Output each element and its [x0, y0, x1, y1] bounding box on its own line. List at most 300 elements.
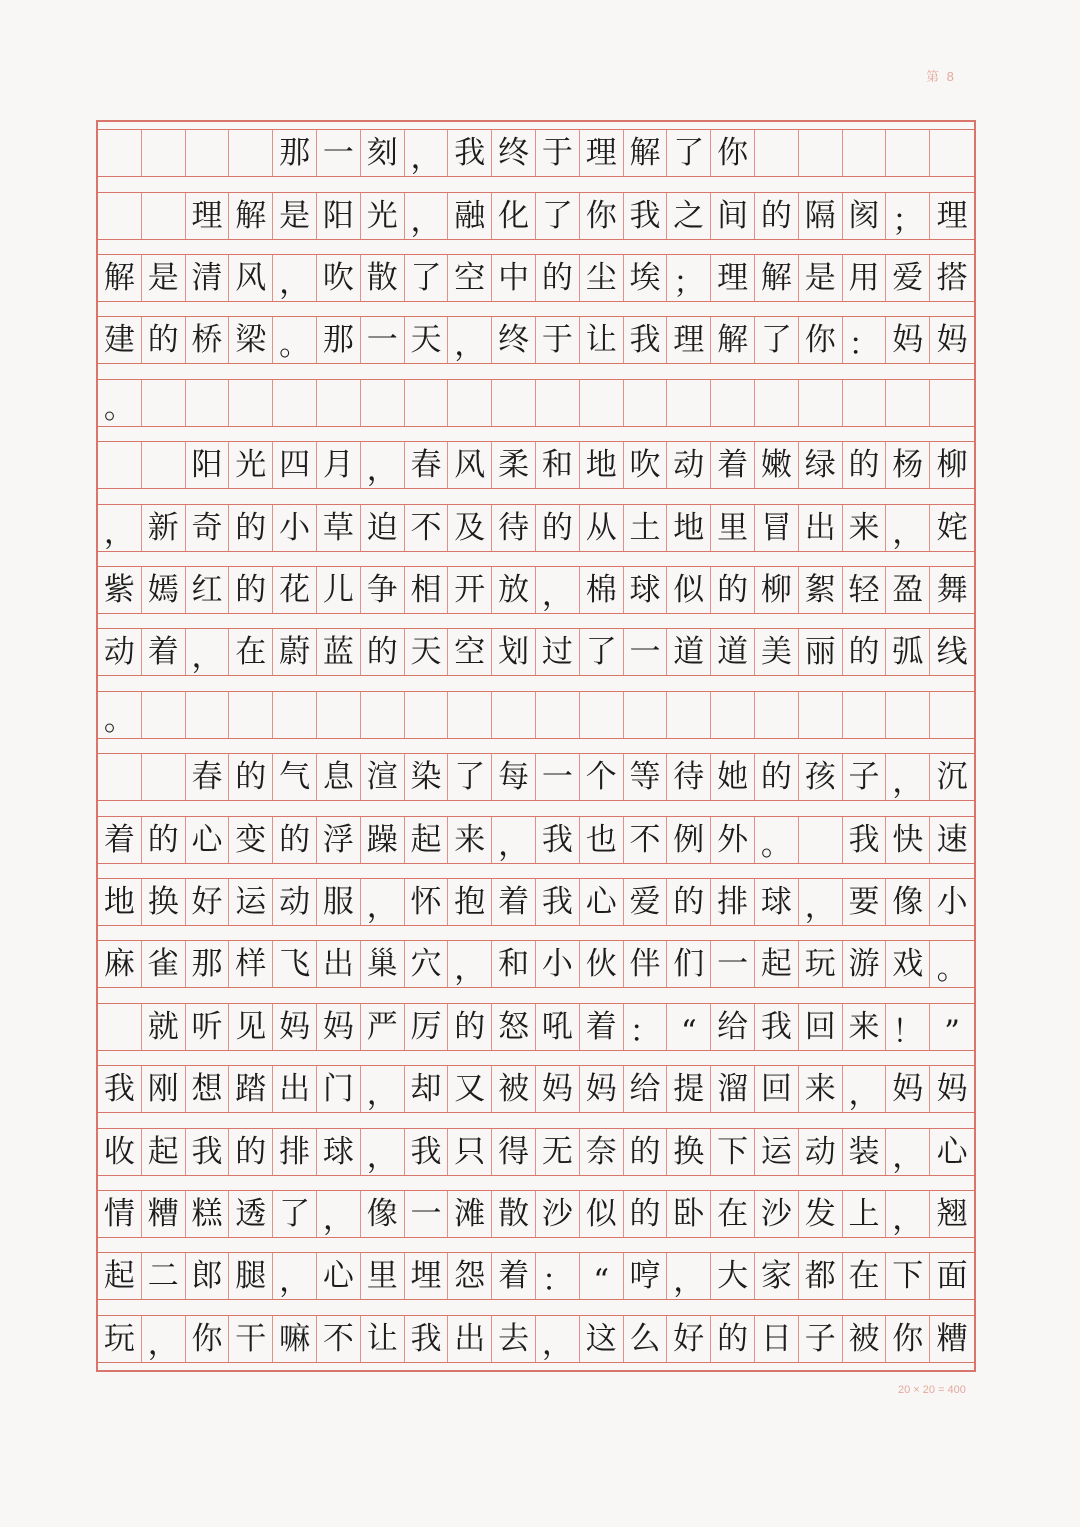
grid-cell: 的 — [273, 817, 317, 863]
grid-cell: 她 — [711, 754, 755, 800]
grid-cell: 家 — [755, 1253, 799, 1299]
grid-cell: 你 — [799, 317, 843, 363]
grid-cell: 你 — [186, 1316, 230, 1362]
grid-cell: 的 — [142, 817, 186, 863]
grid-cell: 吹 — [317, 255, 361, 301]
grid-cell: “ — [667, 1004, 711, 1050]
grid-cell: 腿 — [229, 1253, 273, 1299]
grid-cell: 冒 — [755, 505, 799, 551]
grid-cell: 怀 — [405, 879, 449, 925]
grid-cell: 尘 — [580, 255, 624, 301]
grid-cell: 终 — [492, 317, 536, 363]
grid-cell: 出 — [799, 505, 843, 551]
grid-cell: 球 — [317, 1129, 361, 1175]
grid-cell: 小 — [936, 884, 968, 920]
grid-cell: 装 — [843, 1129, 887, 1175]
grid-cell: 速 — [936, 821, 968, 858]
grid-cell: 间 — [711, 193, 755, 239]
grid-cell: 散 — [492, 1191, 536, 1237]
grid-cell: ， — [886, 505, 930, 551]
grid-cell: 无 — [536, 1129, 580, 1175]
grid-cell: ， — [886, 754, 930, 800]
grid-row — [98, 1065, 974, 1113]
grid-cell: 沙 — [755, 1191, 799, 1237]
grid-cell: 解 — [229, 193, 273, 239]
grid-cell: ， — [361, 879, 405, 925]
grid-cell: 埋 — [405, 1253, 449, 1299]
grid-cell: 了 — [580, 629, 624, 675]
grid-cell: 。 — [98, 692, 142, 738]
grid-cell: 蔚 — [273, 629, 317, 675]
grid-cell: 的 — [755, 193, 799, 239]
grid-cell: 回 — [755, 1066, 799, 1112]
grid-cell: 爱 — [886, 255, 930, 301]
grid-cell: 运 — [755, 1129, 799, 1175]
grid-cell: 一 — [536, 754, 580, 800]
grid-cell: 土 — [624, 505, 668, 551]
grid-cell: 的 — [229, 567, 273, 613]
grid-cell: 你 — [886, 1316, 930, 1362]
grid-cell — [361, 692, 405, 738]
grid-cell: ； — [886, 193, 930, 239]
grid-cell: 服 — [317, 879, 361, 925]
grid-cell — [273, 692, 317, 738]
grid-cell: ， — [448, 317, 492, 363]
grid-cell — [799, 380, 843, 426]
grid-cell: 等 — [624, 754, 668, 800]
grid-cell: 春 — [405, 442, 449, 488]
grid-cell — [142, 380, 186, 426]
grid-cell: 奈 — [580, 1129, 624, 1175]
grid-cell: 天 — [405, 629, 449, 675]
grid-cell: 被 — [843, 1316, 887, 1362]
grid-cell: 嫣 — [142, 567, 186, 613]
grid-row — [98, 379, 974, 427]
grid-cell: 心 — [580, 879, 624, 925]
grid-cell: 终 — [492, 130, 536, 176]
grid-cell: 和 — [536, 442, 580, 488]
grid-cell: 争 — [361, 567, 405, 613]
grid-cell: 着 — [711, 442, 755, 488]
grid-cell — [930, 130, 974, 176]
grid-cell — [755, 380, 799, 426]
grid-cell: 动 — [667, 442, 711, 488]
grid-cell — [930, 380, 974, 426]
grid-cell: 不 — [624, 817, 668, 863]
grid-cell — [799, 130, 843, 176]
grid-cell: 我 — [536, 817, 580, 863]
grid-cell: 道 — [711, 629, 755, 675]
grid-cell: 桥 — [186, 317, 230, 363]
grid-cell: 一 — [361, 317, 405, 363]
grid-cell: ， — [186, 629, 230, 675]
manuscript-grid — [96, 120, 976, 1372]
grid-cell: 。 — [755, 817, 799, 863]
grid-row — [98, 316, 974, 364]
grid-cell: ， — [142, 1316, 186, 1362]
grid-cell: 不 — [405, 505, 449, 551]
grid-cell: 解 — [624, 130, 668, 176]
grid-cell: 阂 — [843, 193, 887, 239]
grid-row — [98, 816, 974, 864]
grid-cell — [624, 380, 668, 426]
grid-cell: 盈 — [886, 567, 930, 613]
grid-cell: 不 — [317, 1316, 361, 1362]
grid-cell: 起 — [755, 941, 799, 987]
grid-cell: 们 — [667, 941, 711, 987]
grid-cell: 奇 — [186, 505, 230, 551]
grid-cell: 的 — [142, 317, 186, 363]
grid-cell: 待 — [492, 505, 536, 551]
grid-cell: 回 — [799, 1004, 843, 1050]
grid-cell: 。 — [98, 380, 142, 426]
grid-cell: 样 — [229, 941, 273, 987]
grid-cell: 动 — [273, 879, 317, 925]
grid-cell: 的 — [755, 754, 799, 800]
grid-cell: 小 — [536, 941, 580, 987]
grid-cell: 抱 — [448, 879, 492, 925]
grid-cell: ， — [886, 1191, 930, 1237]
grid-cell: 情 — [98, 1191, 142, 1237]
grid-cell: 杨 — [886, 442, 930, 488]
grid-cell: 划 — [492, 629, 536, 675]
grid-cell: 似 — [580, 1191, 624, 1237]
grid-cell: 让 — [580, 317, 624, 363]
grid-cell: 柔 — [492, 442, 536, 488]
grid-cell: 了 — [755, 317, 799, 363]
grid-cell: 外 — [711, 817, 755, 863]
grid-cell — [711, 692, 755, 738]
grid-cell: 躁 — [361, 817, 405, 863]
grid-row — [98, 628, 974, 676]
grid-cell: ， — [361, 1066, 405, 1112]
grid-cell: 的 — [536, 255, 580, 301]
grid-cell: 了 — [536, 193, 580, 239]
grid-cell — [186, 692, 230, 738]
grid-cell: 蓝 — [317, 629, 361, 675]
grid-cell: 的 — [229, 1129, 273, 1175]
grid-cell: “ — [580, 1253, 624, 1299]
grid-cell: 糟 — [936, 1320, 968, 1357]
grid-cell — [843, 692, 887, 738]
grid-cell: 么 — [624, 1316, 668, 1362]
grid-cell: 听 — [186, 1004, 230, 1050]
grid-size-note: 20 × 20 = 400 — [898, 1384, 966, 1396]
grid-row — [98, 566, 974, 614]
grid-cell — [886, 692, 930, 738]
grid-cell: 绿 — [799, 442, 843, 488]
grid-cell: 道 — [667, 629, 711, 675]
grid-cell: 着 — [492, 879, 536, 925]
grid-cell: 清 — [186, 255, 230, 301]
grid-cell: 子 — [799, 1316, 843, 1362]
grid-cell: 那 — [273, 130, 317, 176]
grid-cell: 在 — [711, 1191, 755, 1237]
grid-cell: 弧 — [886, 629, 930, 675]
grid-cell: 的 — [361, 629, 405, 675]
grid-cell: 我 — [405, 1316, 449, 1362]
grid-cell: 心 — [317, 1253, 361, 1299]
grid-cell: ！ — [886, 1004, 930, 1050]
grid-cell: 心 — [186, 817, 230, 863]
grid-cell: 戏 — [886, 941, 930, 987]
grid-cell: 小 — [273, 505, 317, 551]
grid-cell — [667, 380, 711, 426]
grid-cell: 像 — [886, 879, 930, 925]
grid-cell: 游 — [843, 941, 887, 987]
grid-cell: ； — [667, 255, 711, 301]
grid-cell: 玩 — [98, 1316, 142, 1362]
grid-cell: 了 — [667, 130, 711, 176]
grid-cell: 起 — [142, 1129, 186, 1175]
grid-cell: 穴 — [405, 941, 449, 987]
grid-cell: 给 — [624, 1066, 668, 1112]
grid-cell: 地 — [98, 879, 142, 925]
grid-cell: 新 — [142, 505, 186, 551]
grid-cell: 理 — [186, 193, 230, 239]
grid-cell: 及 — [448, 505, 492, 551]
grid-cell: 四 — [273, 442, 317, 488]
grid-cell — [142, 442, 186, 488]
grid-cell: ， — [361, 1129, 405, 1175]
grid-cell — [229, 380, 273, 426]
grid-row — [98, 691, 974, 739]
grid-cell: 见 — [229, 1004, 273, 1050]
grid-cell — [843, 130, 887, 176]
grid-cell — [886, 380, 930, 426]
grid-cell: 里 — [711, 505, 755, 551]
grid-cell: 我 — [448, 130, 492, 176]
grid-cell: 雀 — [142, 941, 186, 987]
grid-cell: 隔 — [799, 193, 843, 239]
grid-cell: 好 — [186, 879, 230, 925]
grid-cell: 那 — [317, 317, 361, 363]
grid-cell: 哼 — [624, 1253, 668, 1299]
grid-cell: 起 — [405, 817, 449, 863]
grid-cell: ， — [405, 193, 449, 239]
grid-cell: 地 — [667, 505, 711, 551]
grid-cell: 糟 — [142, 1191, 186, 1237]
grid-cell: 好 — [667, 1316, 711, 1362]
grid-cell: 来 — [843, 505, 887, 551]
grid-cell: 排 — [273, 1129, 317, 1175]
grid-cell: 动 — [98, 629, 142, 675]
grid-cell — [273, 380, 317, 426]
grid-cell: 解 — [711, 317, 755, 363]
grid-cell: 我 — [98, 1066, 142, 1112]
grid-cell: ， — [799, 879, 843, 925]
grid-cell — [843, 380, 887, 426]
grid-cell: 柳 — [755, 567, 799, 613]
grid-cell: 相 — [405, 567, 449, 613]
grid-cell: 像 — [361, 1191, 405, 1237]
grid-row — [98, 192, 974, 240]
grid-cell: 下 — [886, 1253, 930, 1299]
grid-cell: 提 — [667, 1066, 711, 1112]
grid-cell: 天 — [405, 317, 449, 363]
grid-cell: 解 — [98, 255, 142, 301]
grid-cell: 出 — [273, 1066, 317, 1112]
grid-cell: 我 — [405, 1129, 449, 1175]
grid-cell: 伴 — [624, 941, 668, 987]
grid-cell: ” — [944, 1013, 961, 1050]
grid-row — [98, 441, 974, 489]
grid-cell: 变 — [229, 817, 273, 863]
grid-cell: 严 — [361, 1004, 405, 1050]
grid-cell: 我 — [624, 193, 668, 239]
grid-cell: 中 — [492, 255, 536, 301]
grid-cell — [98, 130, 142, 176]
grid-cell: 我 — [843, 817, 887, 863]
grid-row — [98, 753, 974, 801]
grid-cell — [799, 817, 843, 863]
grid-cell: ： — [843, 317, 887, 363]
grid-cell: 的 — [843, 629, 887, 675]
grid-cell: 的 — [711, 567, 755, 613]
grid-cell: 沉 — [936, 759, 968, 796]
grid-cell: 吼 — [536, 1004, 580, 1050]
grid-cell: 来 — [799, 1066, 843, 1112]
grid-cell: 花 — [273, 567, 317, 613]
grid-cell — [536, 380, 580, 426]
grid-cell: 溜 — [711, 1066, 755, 1112]
grid-cell: 怒 — [492, 1004, 536, 1050]
grid-cell: 了 — [405, 255, 449, 301]
grid-cell: 妈 — [536, 1066, 580, 1112]
grid-cell: 舞 — [936, 572, 968, 608]
grid-cell: 理 — [711, 255, 755, 301]
grid-cell: 出 — [317, 941, 361, 987]
grid-cell: 球 — [755, 879, 799, 925]
grid-cell: 埃 — [624, 255, 668, 301]
grid-cell: ， — [886, 1129, 930, 1175]
grid-cell — [98, 754, 142, 800]
grid-cell: 光 — [361, 193, 405, 239]
grid-cell: 的 — [229, 505, 273, 551]
grid-cell: 的 — [711, 1316, 755, 1362]
grid-cell: 沙 — [536, 1191, 580, 1237]
grid-cell: 理 — [936, 197, 968, 234]
grid-cell: 例 — [667, 817, 711, 863]
grid-cell: 也 — [580, 817, 624, 863]
grid-cell — [98, 1004, 142, 1050]
grid-cell: 被 — [492, 1066, 536, 1112]
grid-cell: 来 — [448, 817, 492, 863]
grid-row — [98, 129, 974, 177]
grid-cell: 理 — [667, 317, 711, 363]
grid-cell: 妈 — [936, 1071, 968, 1108]
grid-cell: 翘 — [936, 1196, 968, 1232]
grid-cell: 一 — [317, 130, 361, 176]
grid-cell: 运 — [229, 879, 273, 925]
grid-cell: 的 — [667, 879, 711, 925]
grid-cell — [799, 692, 843, 738]
grid-cell: 又 — [448, 1066, 492, 1112]
grid-cell: 这 — [580, 1316, 624, 1362]
grid-cell: 换 — [667, 1129, 711, 1175]
grid-cell: 里 — [361, 1253, 405, 1299]
grid-cell: 妈 — [317, 1004, 361, 1050]
grid-cell: 让 — [361, 1316, 405, 1362]
grid-cell: 妈 — [580, 1066, 624, 1112]
grid-cell: 飞 — [273, 941, 317, 987]
grid-cell: 浮 — [317, 817, 361, 863]
grid-cell: 气 — [273, 754, 317, 800]
grid-cell: 在 — [843, 1253, 887, 1299]
grid-cell: 过 — [536, 629, 580, 675]
grid-cell: 着 — [142, 629, 186, 675]
grid-cell — [142, 692, 186, 738]
grid-cell: 散 — [361, 255, 405, 301]
grid-cell: 来 — [843, 1004, 887, 1050]
grid-cell: 下 — [711, 1129, 755, 1175]
grid-cell: 球 — [624, 567, 668, 613]
grid-cell: 从 — [580, 505, 624, 551]
grid-cell — [711, 380, 755, 426]
grid-cell: 的 — [624, 1191, 668, 1237]
grid-cell: 着 — [98, 817, 142, 863]
grid-cell: 之 — [667, 193, 711, 239]
grid-row — [98, 940, 974, 988]
grid-cell: 收 — [98, 1129, 142, 1175]
grid-cell: 线 — [936, 634, 968, 671]
grid-cell: 放 — [492, 567, 536, 613]
grid-cell: 去 — [492, 1316, 536, 1362]
grid-cell: 地 — [580, 442, 624, 488]
grid-cell: 理 — [580, 130, 624, 176]
grid-cell: 厉 — [405, 1004, 449, 1050]
grid-cell: 空 — [448, 629, 492, 675]
grid-cell: 光 — [229, 442, 273, 488]
grid-cell: 你 — [711, 130, 755, 176]
grid-cell: 却 — [405, 1066, 449, 1112]
grid-cell — [448, 692, 492, 738]
grid-cell: 渲 — [361, 754, 405, 800]
grid-cell: 待 — [667, 754, 711, 800]
grid-cell: 轻 — [843, 567, 887, 613]
grid-cell: 上 — [843, 1191, 887, 1237]
grid-row — [98, 1315, 974, 1363]
grid-cell: 的 — [448, 1004, 492, 1050]
grid-cell: 就 — [142, 1004, 186, 1050]
grid-cell: 吹 — [624, 442, 668, 488]
grid-cell: 的 — [536, 505, 580, 551]
grid-cell — [492, 692, 536, 738]
page-number-mark: 第 8 — [926, 69, 956, 84]
grid-cell: 阳 — [186, 442, 230, 488]
grid-row — [98, 878, 974, 926]
grid-cell: 的 — [843, 442, 887, 488]
grid-cell: 于 — [536, 317, 580, 363]
grid-cell: 化 — [492, 193, 536, 239]
grid-cell: 透 — [229, 1191, 273, 1237]
grid-cell: 心 — [936, 1133, 968, 1170]
grid-cell — [186, 130, 230, 176]
grid-cell: ： — [536, 1253, 580, 1299]
grid-cell: 快 — [886, 817, 930, 863]
grid-cell — [886, 130, 930, 176]
grid-cell: 伙 — [580, 941, 624, 987]
grid-cell: 染 — [405, 754, 449, 800]
grid-cell — [624, 692, 668, 738]
grid-cell: 美 — [755, 629, 799, 675]
grid-cell — [580, 380, 624, 426]
grid-cell: ， — [843, 1066, 887, 1112]
grid-cell: 日 — [755, 1316, 799, 1362]
grid-cell: ， — [536, 1316, 580, 1362]
grid-cell: 只 — [448, 1129, 492, 1175]
grid-cell: 风 — [448, 442, 492, 488]
